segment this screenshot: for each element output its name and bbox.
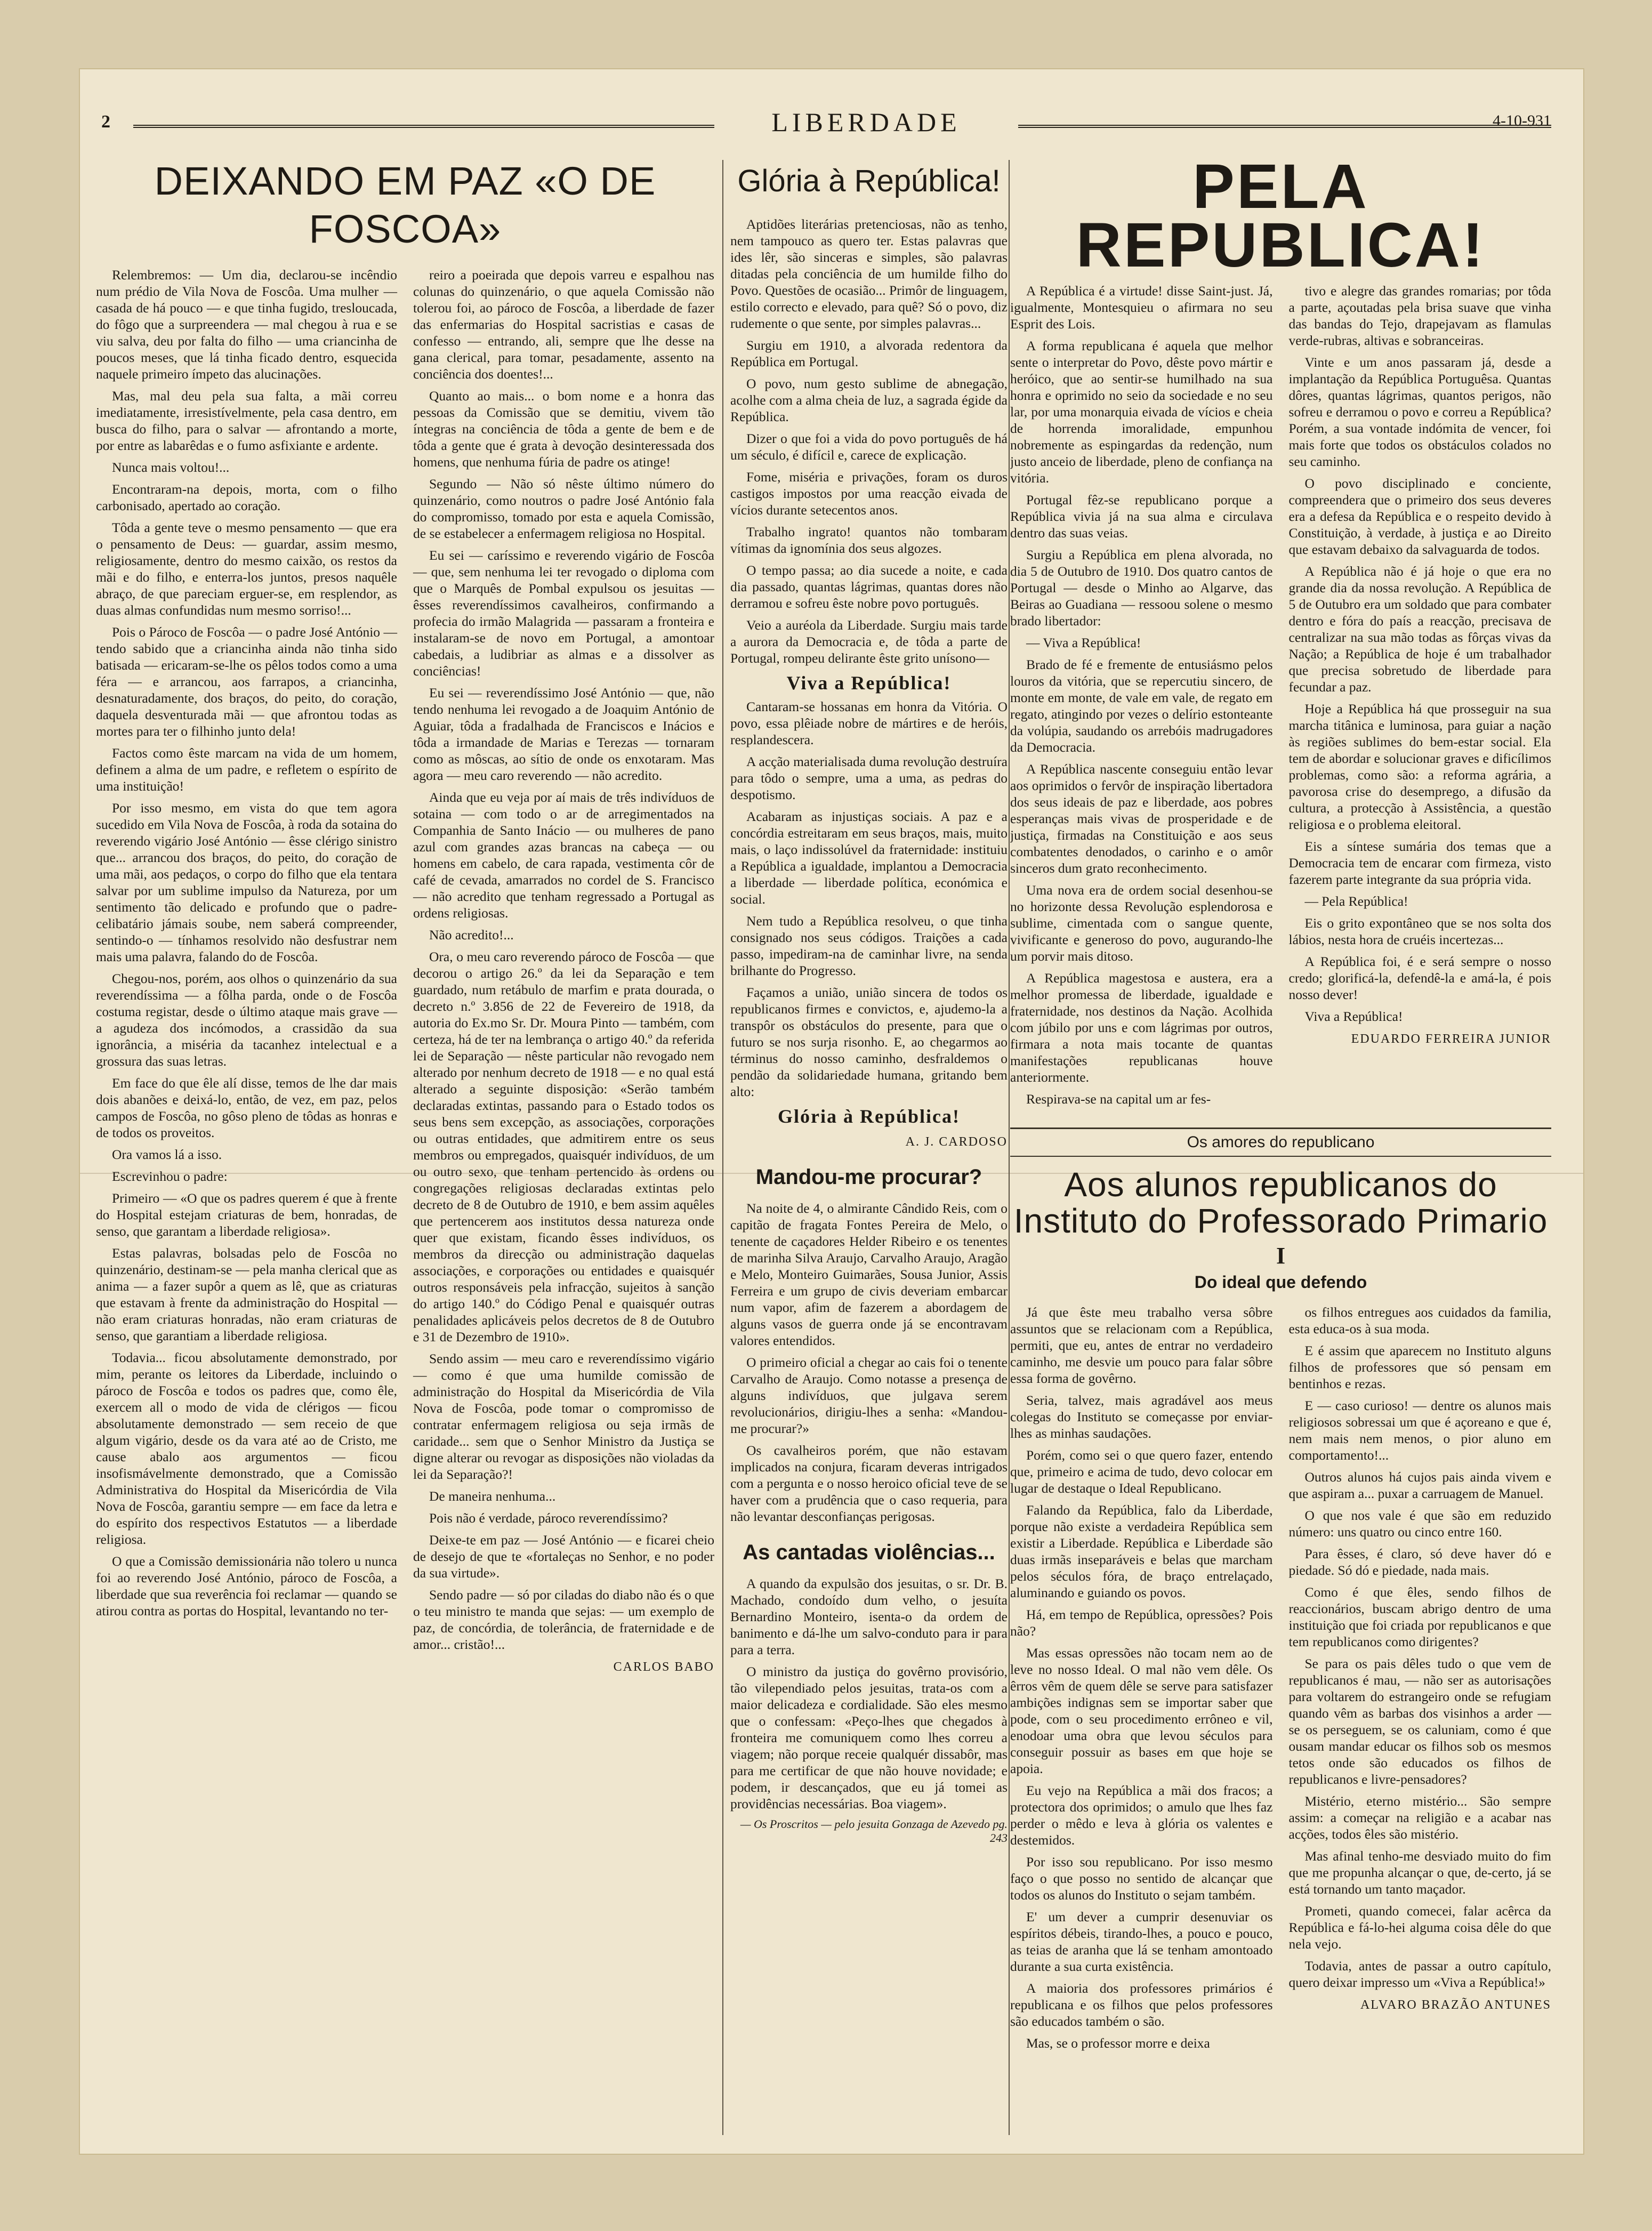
paragraph: Estas palavras, bolsadas pelo de Foscôa no quinzenário, destinam-se — pela manha clerical que as anima — a fazer supôr a quem as lê, que as criaturas que estavam à frente da administração do Hospital — não eram criaturas honradas, não eram criaturas de senso, que garantiam a liberdade religiosa. bbox=[96, 1245, 397, 1343]
article-headline: DEIXANDO EM PAZ «O DE FOSCOA» bbox=[154, 159, 656, 251]
paragraph: Deixe-te em paz — José António — e ficarei cheio de desejo de que te «fortaleças no Senhor, e no poder da sua virtude». bbox=[413, 1532, 714, 1581]
paragraph: Nem tudo a República resolveu, o que tinha consignado nos seus códigos. Traições a cada passo, impediram-na de caminhar livre, na senda brilhante do Progresso. bbox=[730, 913, 1008, 978]
paragraph: A República magestosa e austera, era a melhor promessa de liberdade, igualdade e fraternidade, nos destinos da Nação. Acolhida com júbilo por uns e com lágrimas por outros, firmara a nota mais tocante de quantas manifestações republicanas houve anteriormente. bbox=[1010, 970, 1273, 1085]
paragraph: Há, em tempo de República, opressões? Pois não? bbox=[1010, 1607, 1273, 1639]
paragraph: Por isso sou republicano. Por isso mesmo faço o que posso no sentido de alcançar que todos os alunos do Instituto o sejam também. bbox=[1010, 1854, 1273, 1903]
paragraph: O primeiro oficial a chegar ao cais foi o tenente Carvalho de Araujo. Como notasse a presença de alguns indivíduos, que julgava serem revolucionários, dirigiu-lhes a senha: «Mandou-me procurar?» bbox=[730, 1355, 1008, 1436]
paragraph: Ora vamos lá a isso. bbox=[112, 1147, 222, 1162]
masthead-rule-left bbox=[133, 125, 714, 128]
article-column-left bbox=[1010, 283, 1273, 1113]
paragraph: Para êsses, é claro, só deve haver dó e piedade. Só dó e piedade, nada mais. bbox=[1288, 1546, 1551, 1578]
paragraph: Todavia, antes de passar a outro capítulo, quero deixar impresso um «Viva a República!» bbox=[1288, 1958, 1551, 1990]
paragraph: Eu sei — caríssimo e reverendo vigário de Foscôa — que, sem nenhuma lei ter revogado o diploma com que o Marquês de Pombal expulsou os jesuitas — êsses reverendíssimos cavalheiros, confirmando a profecia do irmão Malagrida — passaram a fronteira e instalaram-se de novo em Portugal, a amontoar cabedais, a ludibriar as almas e a dissolver as conciências! bbox=[413, 547, 714, 679]
paragraph: O povo disciplinado e conciente, compreendera que o primeiro dos seus deveres era a defesa da República e o respeito devido à Constituição, à verdade, à justiça e ao Direito que estavam debaixo da salvaguarda de todos. bbox=[1288, 476, 1551, 557]
article-deixando-em-paz bbox=[96, 157, 714, 2140]
paragraph: Chegou-nos, porém, aos olhos o quinzenário da sua reverendíssima — a fôlha parda, onde o de Foscôa costuma registar, desde o último ataque mais grave — a agudeza dos incómodos, a crassidão da sua ignorância, a miséria da tacanhez intelectual e a grossura das suas letras. bbox=[96, 971, 397, 1069]
paragraph: Eu vejo na República a mãi dos fracos; a protectora dos oprimidos; o amulo que lhes faz perder o mêdo e leva à glória os valentes e destemidos. bbox=[1010, 1783, 1273, 1848]
paragraph: Seria, talvez, mais agradável aos meus colegas do Instituto se começasse por enviar-lhes as minhas saudações. bbox=[1010, 1392, 1273, 1441]
paragraph: Prometi, quando comecei, falar acêrca da República e fá-lo-hei alguma coisa dêle do que nela vejo. bbox=[1288, 1903, 1551, 1952]
paragraph: Primeiro — «O que os padres querem é que à frente do Hospital estejam criaturas de bem, honradas, de senso, que garantam a liberdade religiosa». bbox=[96, 1190, 397, 1239]
paragraph: O que a Comissão demissionária não tolero u nunca foi ao reverendo José António, pároco de Foscôa, a liberdade que sua reverência foi reclamar — quando se atirou contra as portas do Hospital, levantando no ter- bbox=[96, 1553, 397, 1618]
paragraph: Não acredito!... bbox=[429, 927, 514, 943]
paragraph: Mistério, eterno mistério... São sempre assim: a começar na religião e a acabar nas acções, todos êles são mistério. bbox=[1288, 1793, 1551, 1842]
paragraph: Sendo padre — só por ciladas do diabo não és o que o teu ministro te manda que sejas: — um exemplo de paz, de concórdia, de tolerância, de fraternidade e de amor... cristão!... bbox=[413, 1587, 714, 1652]
paragraph: A maioria dos professores primários é republicana e os filhos que pelos professores são educados também o são. bbox=[1010, 1980, 1273, 2029]
paragraph: Já que êste meu trabalho versa sôbre assuntos que se relacionam com a República, permiti, que eu, antes de entrar no verdadeiro caminho, me desvie um pouco para falar sôbre essa forma de govêrno. bbox=[1010, 1304, 1273, 1386]
source-note: — Os Proscritos — pelo jesuita Gonzaga de Azevedo pg. 243 bbox=[740, 1817, 1008, 1845]
article-signature: CARLOS BABO bbox=[613, 1660, 714, 1674]
paragraph: Mas, se o professor morre e deixa bbox=[1026, 2035, 1210, 2051]
paragraph: Aptidões literárias pretenciosas, não as tenho, nem tampouco as quero ter. Estas palavras que ides lêr, são sinceras e simples, são palavras ditadas pela conciência de um humilde filho do Povo. Questões de ocasião... Primôr de linguagem, estilo correcto e elevado, para quê? Só o povo, diz rudemente o que sente, por simples palavras... bbox=[730, 216, 1008, 331]
paragraph: Se para os pais dêles tudo o que vem de republicanos é mau, — não ser as autorisações para voltarem do estrangeiro onde se refugiam quando vêm as barbas dos visinhos a arder — se os perseguem, se os caluniam, como é que ousam mandar educar os filhos sob os mesmos tetos onde são educados os filhos de republicanos e livre-pensadores? bbox=[1288, 1656, 1551, 1787]
paragraph: A República foi, é e será sempre o nosso credo; glorificá-la, defendê-la e amá-la, é pois nosso dever! bbox=[1288, 954, 1551, 1002]
paragraph: Factos como êste marcam na vida de um homem, definem a alma de um padre, e refletem o espírito de uma instituição! bbox=[96, 745, 397, 794]
paragraph: Fome, miséria e privações, foram os duros castigos impostos por uma reacção eivada de vícios durante setecentos anos. bbox=[730, 469, 1008, 518]
article-column-right bbox=[413, 267, 714, 1674]
article-gloria-republica bbox=[730, 157, 1008, 2140]
paragraph: Porém, como sei o que quero fazer, entendo que, primeiro e acima de tudo, devo colocar em lugar de destaque o Ideal Republicano. bbox=[1010, 1447, 1273, 1496]
paragraph: Viva a República! bbox=[1304, 1009, 1403, 1024]
issue-date: 4-10-931 bbox=[1493, 112, 1551, 130]
paragraph: Nunca mais voltou!... bbox=[112, 460, 230, 475]
article-signature: ALVARO BRAZÃO ANTUNES bbox=[1360, 1998, 1551, 2012]
paragraph: O que nos vale é que são em reduzido número: uns quatro ou cinco entre 160. bbox=[1288, 1508, 1551, 1540]
paragraph: Ainda que eu veja por aí mais de três indivíduos de sotaina — com todo o ar de arregimentados na Companhia de Santo Inácio — ou mulheres de pano azul com grandes azas brancas na cabeça — ou homens em cabelo, de cara rapada, vestimenta côr de café de cevada, amarrados no cordel de S. Francisco — não acredito que tenham regressado a Portugal as ordens religiosas. bbox=[413, 790, 714, 921]
paragraph: Veio a auréola da Liberdade. Surgiu mais tarde a aurora da Democracia e, de tôda a parte de Portugal, rompeu delirante êste grito unísono— bbox=[730, 617, 1008, 666]
paragraph: A República é a virtude! disse Saint-just. Já, igualmente, Montesquieu o afirmara no seu Esprit des Lois. bbox=[1010, 283, 1273, 332]
paragraph: Portugal fêz-se republicano porque a República vivia já na sua alma e circulava dentro das suas veias. bbox=[1010, 492, 1273, 541]
article-headline: Aos alunos republicanos do Instituto do Professorado Primario bbox=[1013, 1165, 1548, 1240]
paragraph: O tempo passa; ao dia sucede a noite, e cada dia passado, quantas lágrimas, quantas dores não derramou e sofreu êste nobre povo português. bbox=[730, 562, 1008, 611]
article-signature: EDUARDO FERREIRA JUNIOR bbox=[1351, 1032, 1551, 1046]
paragraph: Acabaram as injustiças sociais. A paz e a concórdia estreitaram em seus braços, mais, muito mais, o laço indissolúvel da fraternidade: instituiu a República a igualdade, implantou a Democracia a liberdade — liberdade política, económica e social. bbox=[730, 809, 1008, 907]
paragraph: Mas essas opressões não tocam nem ao de leve no nosso Ideal. O mal não vem dêle. Os êrros vêm de quem dêle se serve para satisfazer ambições indignas sem se importar saber que pode, com o seu procedimento errôneo e vil, enodoar uma obra que levou séculos para conseguir possuir as bases em que hoje se apoia. bbox=[1010, 1645, 1273, 1776]
paragraph: Ora, o meu caro reverendo pároco de Foscôa — que decorou o artigo 26.º da lei da Separação e tem guardado, num retábulo de marfim e prata dourada, o decreto n.º 3.856 de 22 de Fevereiro de 1918, da autoria do Ex.mo Sr. Dr. Moura Pinto — também, com certeza, há de ter na lembrança o artigo 40.º da referida lei de Separação — nêste particular não revogado nem alterado por nenhum decreto de 1918 — e no qual está alterado a seguinte disposição: «Serão também declaradas extintas, passando para o Estado todos os seus bens sem excepção, as associações, corporações ou outras entidades, que admitirem entre os seus membros ou empregados, quaisquér indivíduos, de um ou outro sexo, que tenham pertencido às ordens ou congregações religiosas declaradas extintas pelo decreto de 8 de Outubro de 1910, e bem assim aquêles que pertencerem aos institutos dessa natureza onde quer que existam, ficando êsses indivíduos, os membros da direcção ou administração daquelas associações, e corporações ou entidades e quaisquér outros responsáveis pela infracção, sujeitos à sanção do artigo 140.º do Código Penal e quaisquér outras penalidades aplicáveis pelos decretos de 8 de Outubro e 31 de Dezembro de 1910». bbox=[413, 949, 714, 1344]
paragraph: Falando da República, falo da Liberdade, porque não existe a verdadeira República sem existir a Liberdade. República e Liberdade são duas irmãs inseparáveis e belas que marcham pelos séculos fóra, de braço entrelaçado, aluminando e guiando os povos. bbox=[1010, 1502, 1273, 1600]
paragraph: Pois não é verdade, pároco reverendíssimo? bbox=[429, 1510, 668, 1526]
paragraph: reiro a poeirada que depois varreu e espalhou nas colunas do quinzenário, o que aquela Comissão não tolerou foi, ao pároco de Foscôa, a liberdade de fazer das enfermarias do Hospital sacristias e casas de confesso — entrando, ali, sempre que lhe desse na gana clerical, para tomar, pesadamente, assento na conciência dos doentes!... bbox=[413, 267, 714, 382]
paragraph: Os cavalheiros porém, que não estavam implicados na conjura, ficaram deveras intrigados com a pergunta e o nosso heroico oficial teve de se haver com a prudência que o caso requeria, para não levantar desconfianças perigosas. bbox=[730, 1443, 1008, 1524]
paragraph: Façamos a união, união sincera de todos os republicanos firmes e convictos, e, ajudemo-la a transpôr os obstáculos do presente, para que o futuro se nos surja risonho. E, ao chegarmos ao términus do nosso caminho, desfraldemos o pendão da solidariedade humana, gritando bem alto: bbox=[730, 985, 1008, 1099]
paragraph: Escrevinhou o padre: bbox=[112, 1169, 228, 1184]
paragraph: A quando da expulsão dos jesuitas, o sr. Dr. B. Machado, condoído dum velho, o jesuíta Bernardino Monteiro, isenta-o da ordem de banimento e dá-lhe um salvo-conduto para ir para para a terra. bbox=[730, 1576, 1008, 1657]
article-column-left bbox=[1010, 1304, 1273, 2057]
masthead-rule-right bbox=[1018, 125, 1551, 128]
paragraph: Surgiu em 1910, a alvorada redentora da República em Portugal. bbox=[730, 337, 1008, 369]
paragraph: Na noite de 4, o almirante Cândido Reis, com o capitão de fragata Fontes Pereira de Melo, o tenente de caçadores Helder Ribeiro e os tenentes de marinha Silva Araujo, Carvalho Araujo, Aragão e Melo, Monteiro Guimarães, Sousa Junior, Assis Ferreira e um grupo de civis deveriam embarcar num vapor, afim de fazerem a abordagem de alguns vasos de guerra onde já se encontravam valores entendidos. bbox=[730, 1201, 1008, 1348]
article-part-number: I bbox=[1276, 1243, 1286, 1269]
paragraph: A República não é já hoje o que era no grande dia da nossa revolução. A República de 5 de Outubro era um soldado que para combater dentro e fóra do país a reacção, precisava de centralizar na sua mão todas as fôrças vivas da Nação; a República de hoje é um trabalhador que precisa sobretudo de liberdade para fecundar a paz. bbox=[1288, 563, 1551, 695]
paragraph: Surgiu a República em plena alvorada, no dia 5 de Outubro de 1910. Dos quatro cantos de Portugal — desde o Minho ao Algarve, das Beiras ao Guadiana — ressoou solene o mesmo brado libertador: bbox=[1010, 547, 1273, 629]
article-signature: A. J. CARDOSO bbox=[905, 1135, 1008, 1149]
paragraph: Todavia... ficou absolutamente demonstrado, por mim, perante os leitores da Liberdade, incluindo o pároco de Foscôa e todos os padres que, como êle, exercem all o modo de vida de clérigos — ficou absolutamente demonstrado — sem receio de que algum vigário, desde os da vara até ao de Cristo, me cause abalo aos argumentos — ficou insofismávelmente demonstrado, que a Comissão Administrativa do Hospital da Misericórdia de Vila Nova de Foscôa, garantiu sempre — em face da letra e do espírito dos respectivos Estatutos — a liberdade religiosa. bbox=[96, 1350, 397, 1547]
paragraph: Encontraram-na depois, morta, com o filho carbonisado, apertado ao coração. bbox=[96, 481, 397, 513]
column-divider bbox=[722, 160, 723, 2135]
masthead bbox=[101, 107, 1551, 144]
paragraph: Sendo assim — meu caro e reverendíssimo vigário — como é que uma humilde comissão de administração do Hospital da Misericórdia de Vila Nova de Foscôa, pode tomar o compromisso de contratar enfermagem religiosa ou seja irmãs de caridade... sem que o Senhor Ministro da Justiça se digne alterar ou revogar as disposições não violadas da lei da Separação?! bbox=[413, 1351, 714, 1482]
section-label: Os amores do republicano bbox=[1010, 1127, 1551, 1157]
paragraph: tivo e alegre das grandes romarias; por tôda a parte, açoutadas pela brisa suave que vinha das bandas do Tejo, drapejavam as flamulas verde-rubras, altivas e sobranceiras. bbox=[1288, 283, 1551, 348]
shout-gloria-republica: Glória à República! bbox=[778, 1106, 960, 1127]
article-pela-republica bbox=[1010, 157, 1551, 2140]
paragraph: E' um dever a cumprir desenuviar os espíritos débeis, tirando-lhes, a pouco e pouco, as teias de aranha que lá se tenham amontoado durante a sua curta existência. bbox=[1010, 1909, 1273, 1974]
paragraph: Outros alunos há cujos pais ainda vivem e que aspiram a... puxar a carruagem de Manuel. bbox=[1288, 1469, 1551, 1501]
paragraph: Mas, mal deu pela sua falta, a mãi correu imediatamente, irresistívelmente, pela casa dentro, em busca do filho, para o salvar — afrontando a morte, por entre as labarêdas e o fumo asfixiante e ardente. bbox=[96, 388, 397, 453]
paragraph: Tôda a gente teve o mesmo pensamento — que era o pensamento de Deus: — guardar, assim mesmo, religiosamente, dentro do mesmo caixão, os restos da mãi e do filho, e enterra-los juntos, presos naquêle abraço, de que pareciam erguer-se, em resplendor, as duas almas confundidas num mesmo sorriso!... bbox=[96, 520, 397, 618]
paragraph: Cantaram-se hossanas em honra da Vitória. O povo, essa plêiade nobre de mártires e de heróis, resplandescera. bbox=[730, 699, 1008, 747]
subheading-cantadas-violencias: As cantadas violências... bbox=[743, 1541, 995, 1564]
paragraph: Eu sei — reverendíssimo José António — que, não tendo nenhuma lei revogado a de Joaquim António de Aguiar, tôda a fradalhada de Franciscos e Inácios e tôda a irmandade de Marias e Terezas — tornaram como as môscas, ao sítio de onde os enxotaram. Mas agora — meu caro reverendo — não acredito. bbox=[413, 685, 714, 783]
column-divider bbox=[1009, 160, 1010, 2135]
paragraph: O povo, num gesto sublime de abnegação, acolhe com a alma cheia de luz, a sagrada égide da República. bbox=[730, 376, 1008, 424]
paragraph: Como é que êles, sendo filhos de reaccionários, buscam abrigo dentro de uma instituição que foi criada por republicanos e que tem republicanos como dirigentes? bbox=[1288, 1584, 1551, 1649]
paragraph: A acção materialisada duma revolução destruíra para tôdo o sempre, uma a uma, as pedras do despotismo. bbox=[730, 754, 1008, 802]
article-subheading: Do ideal que defendo bbox=[1194, 1272, 1367, 1292]
article-column-left bbox=[96, 267, 397, 1674]
paragraph: Em face do que êle alí disse, temos de lhe dar mais dois abanões e deixá-lo, então, de vez, em paz, pelos campos de Foscôa, no gôso pleno de tôdas as honras e de todos os proveitos. bbox=[96, 1075, 397, 1140]
paragraph: — Viva a República! bbox=[1026, 635, 1141, 650]
paragraph: Eis a síntese sumária dos temas que a Democracia tem de encarar com firmeza, visto fazerem parte integrante da sua própria vida. bbox=[1288, 839, 1551, 887]
paragraph: E é assim que aparecem no Instituto alguns filhos de professores que só pensam em bentinhos e rezas. bbox=[1288, 1343, 1551, 1391]
paragraph: De maneira nenhuma... bbox=[429, 1488, 556, 1504]
article-column-right bbox=[1289, 283, 1552, 1113]
article-column-right bbox=[1289, 1304, 1552, 2057]
paragraph: Uma nova era de ordem social desenhou-se no horizonte dessa Revolução esplendorosa e sublime, cimentada com o sangue quente, vivificante e generoso do povo, augurando-lhe um porvir mais ditoso. bbox=[1010, 882, 1273, 964]
paragraph: Mas afinal tenho-me desviado muito do fim que me propunha alcançar o que, de-certo, já se está tornando um tanto maçador. bbox=[1288, 1848, 1551, 1897]
paragraph: Respirava-se na capital um ar fes- bbox=[1026, 1091, 1211, 1107]
shout-viva-republica: Viva a República! bbox=[786, 672, 952, 694]
paragraph: E — caso curioso! — dentre os alunos mais religiosos sobressai um que é açoreano e que é, nem mais nem menos, o pior aluno em comportamento!... bbox=[1288, 1398, 1551, 1463]
page-number: 2 bbox=[101, 112, 110, 132]
paragraph: A forma republicana é aquela que melhor sente o interpretar do Povo, dêste povo mártir e heróico, que ao sentir-se humilhado na sua honra e oprimido no seio da sociedade e no seu lar, por uma monarquia eivada de vícios e cheia de horrenda imoralidade, empunhou nobremente as espingardas da redenção, num justo anceio de liberdade, pleno de confiança na vitória. bbox=[1010, 338, 1273, 486]
paragraph: O ministro da justiça do govêrno provisório, tão vilependiado pelos jesuitas, trata-os com a maior delicadeza e cordialidade. São eles mesmo que o confessam: «Peço-lhes que chegados à fronteira me comuniquem como lhes correu a viagem; não porque receie qualquér dissabôr, mas para me certificar de que não houve novidade; e podem, ir descançados, que eu já tomei as providências necessárias. Boa viagem». bbox=[730, 1664, 1008, 1811]
paragraph: Trabalho ingrato! quantos não tombaram vítimas da ignomínia dos seus algozes. bbox=[730, 524, 1008, 556]
paragraph: Por isso mesmo, em vista do que tem agora sucedido em Vila Nova de Foscôa, à roda da sotaina do reverendo vigário José António — êsse clérigo sinistro que... arrancou dos braços, do peito, do coração de uma mãi, aos pedaços, o corpo do filho que ela tentara salvar por um sublime impulso da Natureza, por um sentimento tão delicado e profundo que o padre-celibatário jámais soube, nem saberá compreender, sentindo-o — tínhamos resolvido não desfustrar nem mais uma palavra, falando do de Foscôa. bbox=[96, 800, 397, 964]
paragraph: Dizer o que foi a vida do povo português de há um século, é difícil e, carece de explicação. bbox=[730, 431, 1008, 463]
paragraph: A República nascente conseguiu então levar aos oprimidos o fervôr de inspiração libertadora dos seus ideais de paz e liberdade, aos pobres esperanças mais vivas de prosperidade e de justiça, firmadas na Constituição e aos seus combatentes denodados, o carinho e o amôr sinceros dum grato reconhecimento. bbox=[1010, 761, 1273, 876]
subheading-mandou-me-procurar: Mandou-me procurar? bbox=[755, 1165, 982, 1189]
paragraph: Hoje a República há que prosseguir na sua marcha titânica e luminosa, para guiar a nação às regiões sublimes do bem-estar social. Ela tem de abordar e solucionar graves e dificílimos problemas, como são: a reforma agrária, a pavorosa crise do desemprego, a difusão da cultura, a protecção à Assistência, a questão religiosa e o problema eleitoral. bbox=[1288, 701, 1551, 832]
newspaper-title: LIBERDADE bbox=[771, 107, 961, 137]
paragraph: Vinte e um anos passaram já, desde a implantação da República Portuguêsa. Quantas dôres, quantas lágrimas, quantos perigos, não sofreu e derramou o povo e correu a República? Porém, a sua vontade indómita de vencer, foi mais forte que todos os obstáculos colados no seu caminho. bbox=[1288, 355, 1551, 469]
article-headline: PELA REPUBLICA! bbox=[1076, 157, 1486, 280]
paragraph: Relembremos: — Um dia, declarou-se incêndio num prédio de Vila Nova de Foscôa. Uma mulher — casada de há pouco — e que tinha fugido, tresloucada, do fôgo que a surpreendera — mal chegou à rua e se viu salva, deu por falta do filho — uma criancinha de poucos meses, que lá tinha ficado dentro, esquecida naquele primeiro ímpeto das alucinações. bbox=[96, 267, 397, 382]
paragraph: os filhos entregues aos cuidados da familia, esta educa-os à sua moda. bbox=[1288, 1304, 1551, 1336]
paragraph: Pois o Pároco de Foscôa — o padre José António — tendo sabido que a criancinha ainda não tinha sido batisada — ericaram-se-lhe os pêlos todos como a uma féra — e arrancou, aos farrapos, a criancinha, desnaturadamente, dos braços, do peito, do coração, daquela desventurada mãi — que afrontou todas as mortes para ter o filhinho junto dela! bbox=[96, 624, 397, 739]
article-headline: Glória à República! bbox=[737, 164, 1001, 198]
paragraph: Quanto ao mais... o bom nome e a honra das pessoas da Comissão que se demitiu, vivem tão íntegras na conciência de tôda a gente de bem e de tôda a gente que é grata à devoção desinteressada dos homens, que nenhuma fúria de padre os atinge! bbox=[413, 388, 714, 470]
paragraph: Eis o grito expontâneo que se nos solta dos lábios, nesta hora de cruéis incertezas... bbox=[1288, 915, 1551, 947]
paragraph: — Pela República! bbox=[1304, 893, 1408, 909]
paragraph: Brado de fé e fremente de entusiásmo pelos louros da vitória, que se repercutiu sincero, de monte em monte, de vale em vale, de regato em regato, atingindo por vezes o delírio estonteante da volúpia, saudando os arrebóis madrugadores da Democracia. bbox=[1010, 657, 1273, 755]
paragraph: Segundo — Não só nêste último número do quinzenário, como noutros o padre José António fala do compromisso, tomado por esta e aquela Comissão, de se estabelecer a enfermagem religiosa no Hospital. bbox=[413, 476, 714, 541]
